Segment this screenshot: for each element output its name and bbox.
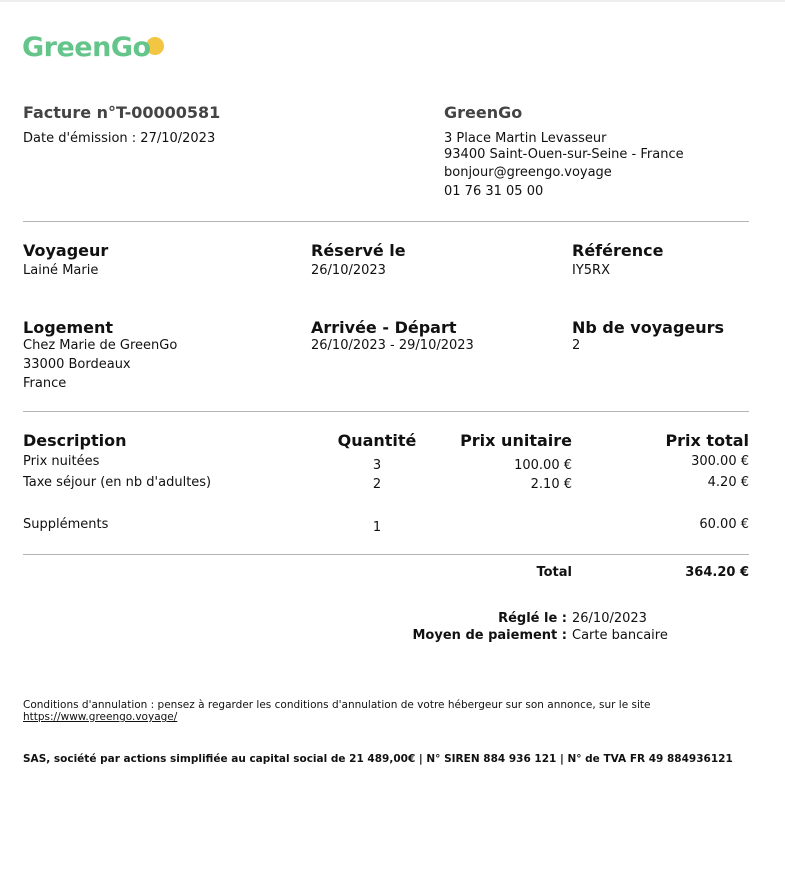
reference-value: IY5RX (572, 263, 610, 278)
payment-method-label: Moyen de paiement : (412, 628, 567, 643)
traveler-value: Lainé Marie (23, 263, 99, 278)
divider-1 (23, 221, 749, 222)
reference-label: Référence (572, 241, 664, 260)
dates-value: 26/10/2023 - 29/10/2023 (311, 338, 474, 353)
row-3-quantity: 1 (372, 520, 382, 535)
greengo-website-link[interactable]: https://www.greengo.voyage/ (23, 711, 178, 723)
row-3-description: Suppléments (23, 517, 109, 532)
lodging-line1: Chez Marie de GreenGo (23, 338, 178, 353)
row-1-description: Prix nuitées (23, 454, 100, 469)
traveler-label: Voyageur (23, 241, 109, 260)
legal-mentions: SAS, société par actions simplifiée au capital social de 21 489,00€ | N° SIREN 884 936 121 | N° de TVA FR 49 884936121 (23, 753, 733, 765)
cancellation-conditions: Conditions d'annulation : pensez à regarder les conditions d'annulation de votre hébergeur sur son annonce, sur le site (23, 699, 651, 711)
reserved-label: Réservé le (311, 241, 406, 260)
col-header-description: Description (23, 431, 127, 450)
divider-3 (23, 554, 749, 555)
row-1-total: 300.00 € (691, 454, 749, 469)
row-2-total: 4.20 € (707, 475, 749, 490)
logo-text: GreenGo (22, 32, 151, 63)
reserved-value: 26/10/2023 (311, 263, 386, 278)
greengo-logo (22, 30, 151, 66)
row-3-total: 60.00 € (699, 517, 749, 532)
paid-label: Réglé le : (498, 611, 567, 626)
invoice-title: Facture n°T-00000581 (23, 103, 221, 122)
issue-date: Date d'émission : 27/10/2023 (23, 131, 216, 146)
lodging-label: Logement (23, 318, 114, 337)
lodging-line3: France (23, 376, 67, 391)
guests-value: 2 (572, 338, 581, 353)
total-label: Total (536, 565, 572, 580)
company-phone: 01 76 31 05 00 (444, 184, 544, 199)
row-1-quantity: 3 (372, 458, 382, 473)
row-2-quantity: 2 (372, 477, 382, 492)
top-edge-line (0, 0, 785, 2)
col-header-quantity: Quantité (337, 431, 417, 450)
row-2-description: Taxe séjour (en nb d'adultes) (23, 475, 212, 490)
lodging-line2: 33000 Bordeaux (23, 357, 131, 372)
row-2-unit-price: 2.10 € (530, 477, 572, 492)
company-email: bonjour@greengo.voyage (444, 165, 612, 180)
divider-2 (23, 411, 749, 412)
company-address-line1: 3 Place Martin Levasseur (444, 131, 607, 146)
col-header-unit-price: Prix unitaire (460, 431, 572, 450)
company-name: GreenGo (444, 103, 523, 122)
dates-label: Arrivée - Départ (311, 318, 457, 337)
company-address-line2: 93400 Saint-Ouen-sur-Seine - France (444, 147, 684, 162)
payment-method-value: Carte bancaire (572, 628, 668, 643)
total-value: 364.20 € (685, 565, 749, 580)
guests-label: Nb de voyageurs (572, 318, 725, 337)
col-header-total-price: Prix total (665, 431, 749, 450)
row-1-unit-price: 100.00 € (514, 458, 572, 473)
paid-value: 26/10/2023 (572, 611, 647, 626)
